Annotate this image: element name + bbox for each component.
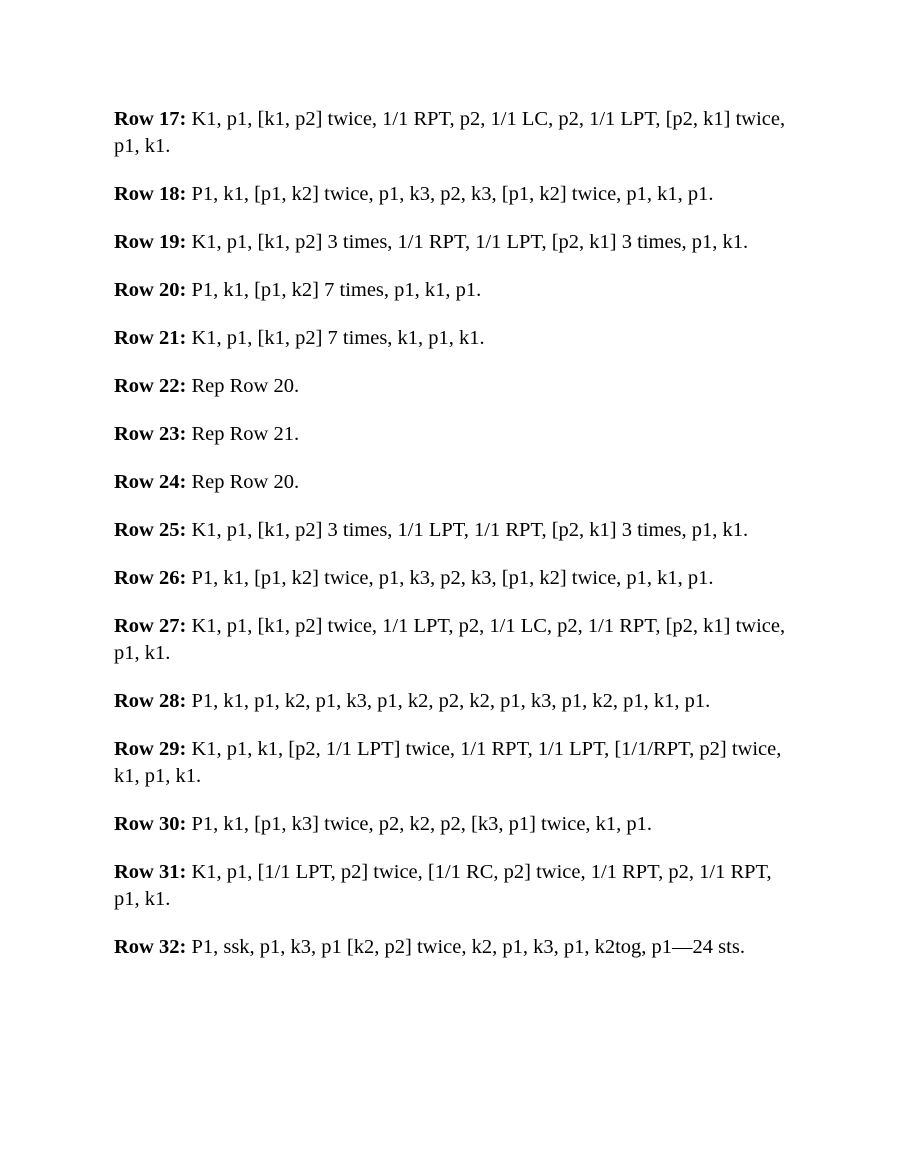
row-label: Row 27: — [114, 615, 187, 637]
pattern-row-23 — [114, 421, 786, 448]
pattern-row-28 — [114, 688, 786, 715]
pattern-row-32 — [114, 934, 786, 961]
row-text: P1, k1, p1, k2, p1, k3, p1, k2, p2, k2, p1, k3, p1, k2, p1, k1, p1. — [191, 690, 711, 712]
row-text: P1, k1, [p1, k2] twice, p1, k3, p2, k3, [p1, k2] twice, p1, k1, p1. — [191, 183, 714, 205]
pattern-row-20 — [114, 277, 786, 304]
row-label: Row 22: — [114, 375, 187, 397]
row-label: Row 29: — [114, 738, 187, 760]
row-text: K1, p1, [k1, p2] 3 times, 1/1 RPT, 1/1 LPT, [p2, k1] 3 times, p1, k1. — [191, 231, 749, 253]
row-text: K1, p1, [k1, p2] 3 times, 1/1 LPT, 1/1 RPT, [p2, k1] 3 times, p1, k1. — [191, 519, 749, 541]
row-text: Rep Row 20. — [191, 375, 300, 397]
pattern-row-19 — [114, 229, 786, 256]
row-label: Row 21: — [114, 327, 187, 349]
row-text: P1, k1, [p1, k2] 7 times, p1, k1, p1. — [191, 279, 482, 301]
row-text: K1, p1, [k1, p2] twice, 1/1 RPT, p2, 1/1 LC, p2, 1/1 LPT, [p2, k1] twice, p1, k1. — [114, 108, 786, 157]
row-text: Rep Row 21. — [191, 423, 300, 445]
row-label: Row 24: — [114, 471, 187, 493]
row-text: K1, p1, k1, [p2, 1/1 LPT] twice, 1/1 RPT, 1/1 LPT, [1/1/RPT, p2] twice, k1, p1, k1. — [114, 738, 782, 787]
row-label: Row 20: — [114, 279, 187, 301]
row-text: K1, p1, [k1, p2] twice, 1/1 LPT, p2, 1/1 LC, p2, 1/1 RPT, [p2, k1] twice, p1, k1. — [114, 615, 786, 664]
row-label: Row 30: — [114, 813, 187, 835]
row-text: P1, k1, [p1, k2] twice, p1, k3, p2, k3, [p1, k2] twice, p1, k1, p1. — [191, 567, 714, 589]
pattern-row-24 — [114, 469, 786, 496]
pattern-row-27 — [114, 613, 786, 667]
row-label: Row 31: — [114, 861, 187, 883]
pattern-row-18 — [114, 181, 786, 208]
row-label: Row 25: — [114, 519, 187, 541]
row-label: Row 28: — [114, 690, 187, 712]
pattern-row-29 — [114, 736, 786, 790]
row-text: P1, k1, [p1, k3] twice, p2, k2, p2, [k3, p1] twice, k1, p1. — [191, 813, 653, 835]
row-text: Rep Row 20. — [191, 471, 300, 493]
pattern-row-25 — [114, 517, 786, 544]
pattern-instructions — [114, 106, 786, 982]
row-label: Row 32: — [114, 936, 187, 958]
pattern-row-17 — [114, 106, 786, 160]
row-label: Row 17: — [114, 108, 187, 130]
row-label: Row 19: — [114, 231, 187, 253]
row-text: K1, p1, [k1, p2] 7 times, k1, p1, k1. — [191, 327, 485, 349]
row-label: Row 26: — [114, 567, 187, 589]
row-text: K1, p1, [1/1 LPT, p2] twice, [1/1 RC, p2] twice, 1/1 RPT, p2, 1/1 RPT, p1, k1. — [114, 861, 772, 910]
row-text: P1, ssk, p1, k3, p1 [k2, p2] twice, k2, p1, k3, p1, k2tog, p1—24 sts. — [191, 936, 745, 958]
row-label: Row 23: — [114, 423, 187, 445]
pattern-row-21 — [114, 325, 786, 352]
pattern-row-26 — [114, 565, 786, 592]
pattern-row-22 — [114, 373, 786, 400]
pattern-row-31 — [114, 859, 786, 913]
row-label: Row 18: — [114, 183, 187, 205]
pattern-row-30 — [114, 811, 786, 838]
